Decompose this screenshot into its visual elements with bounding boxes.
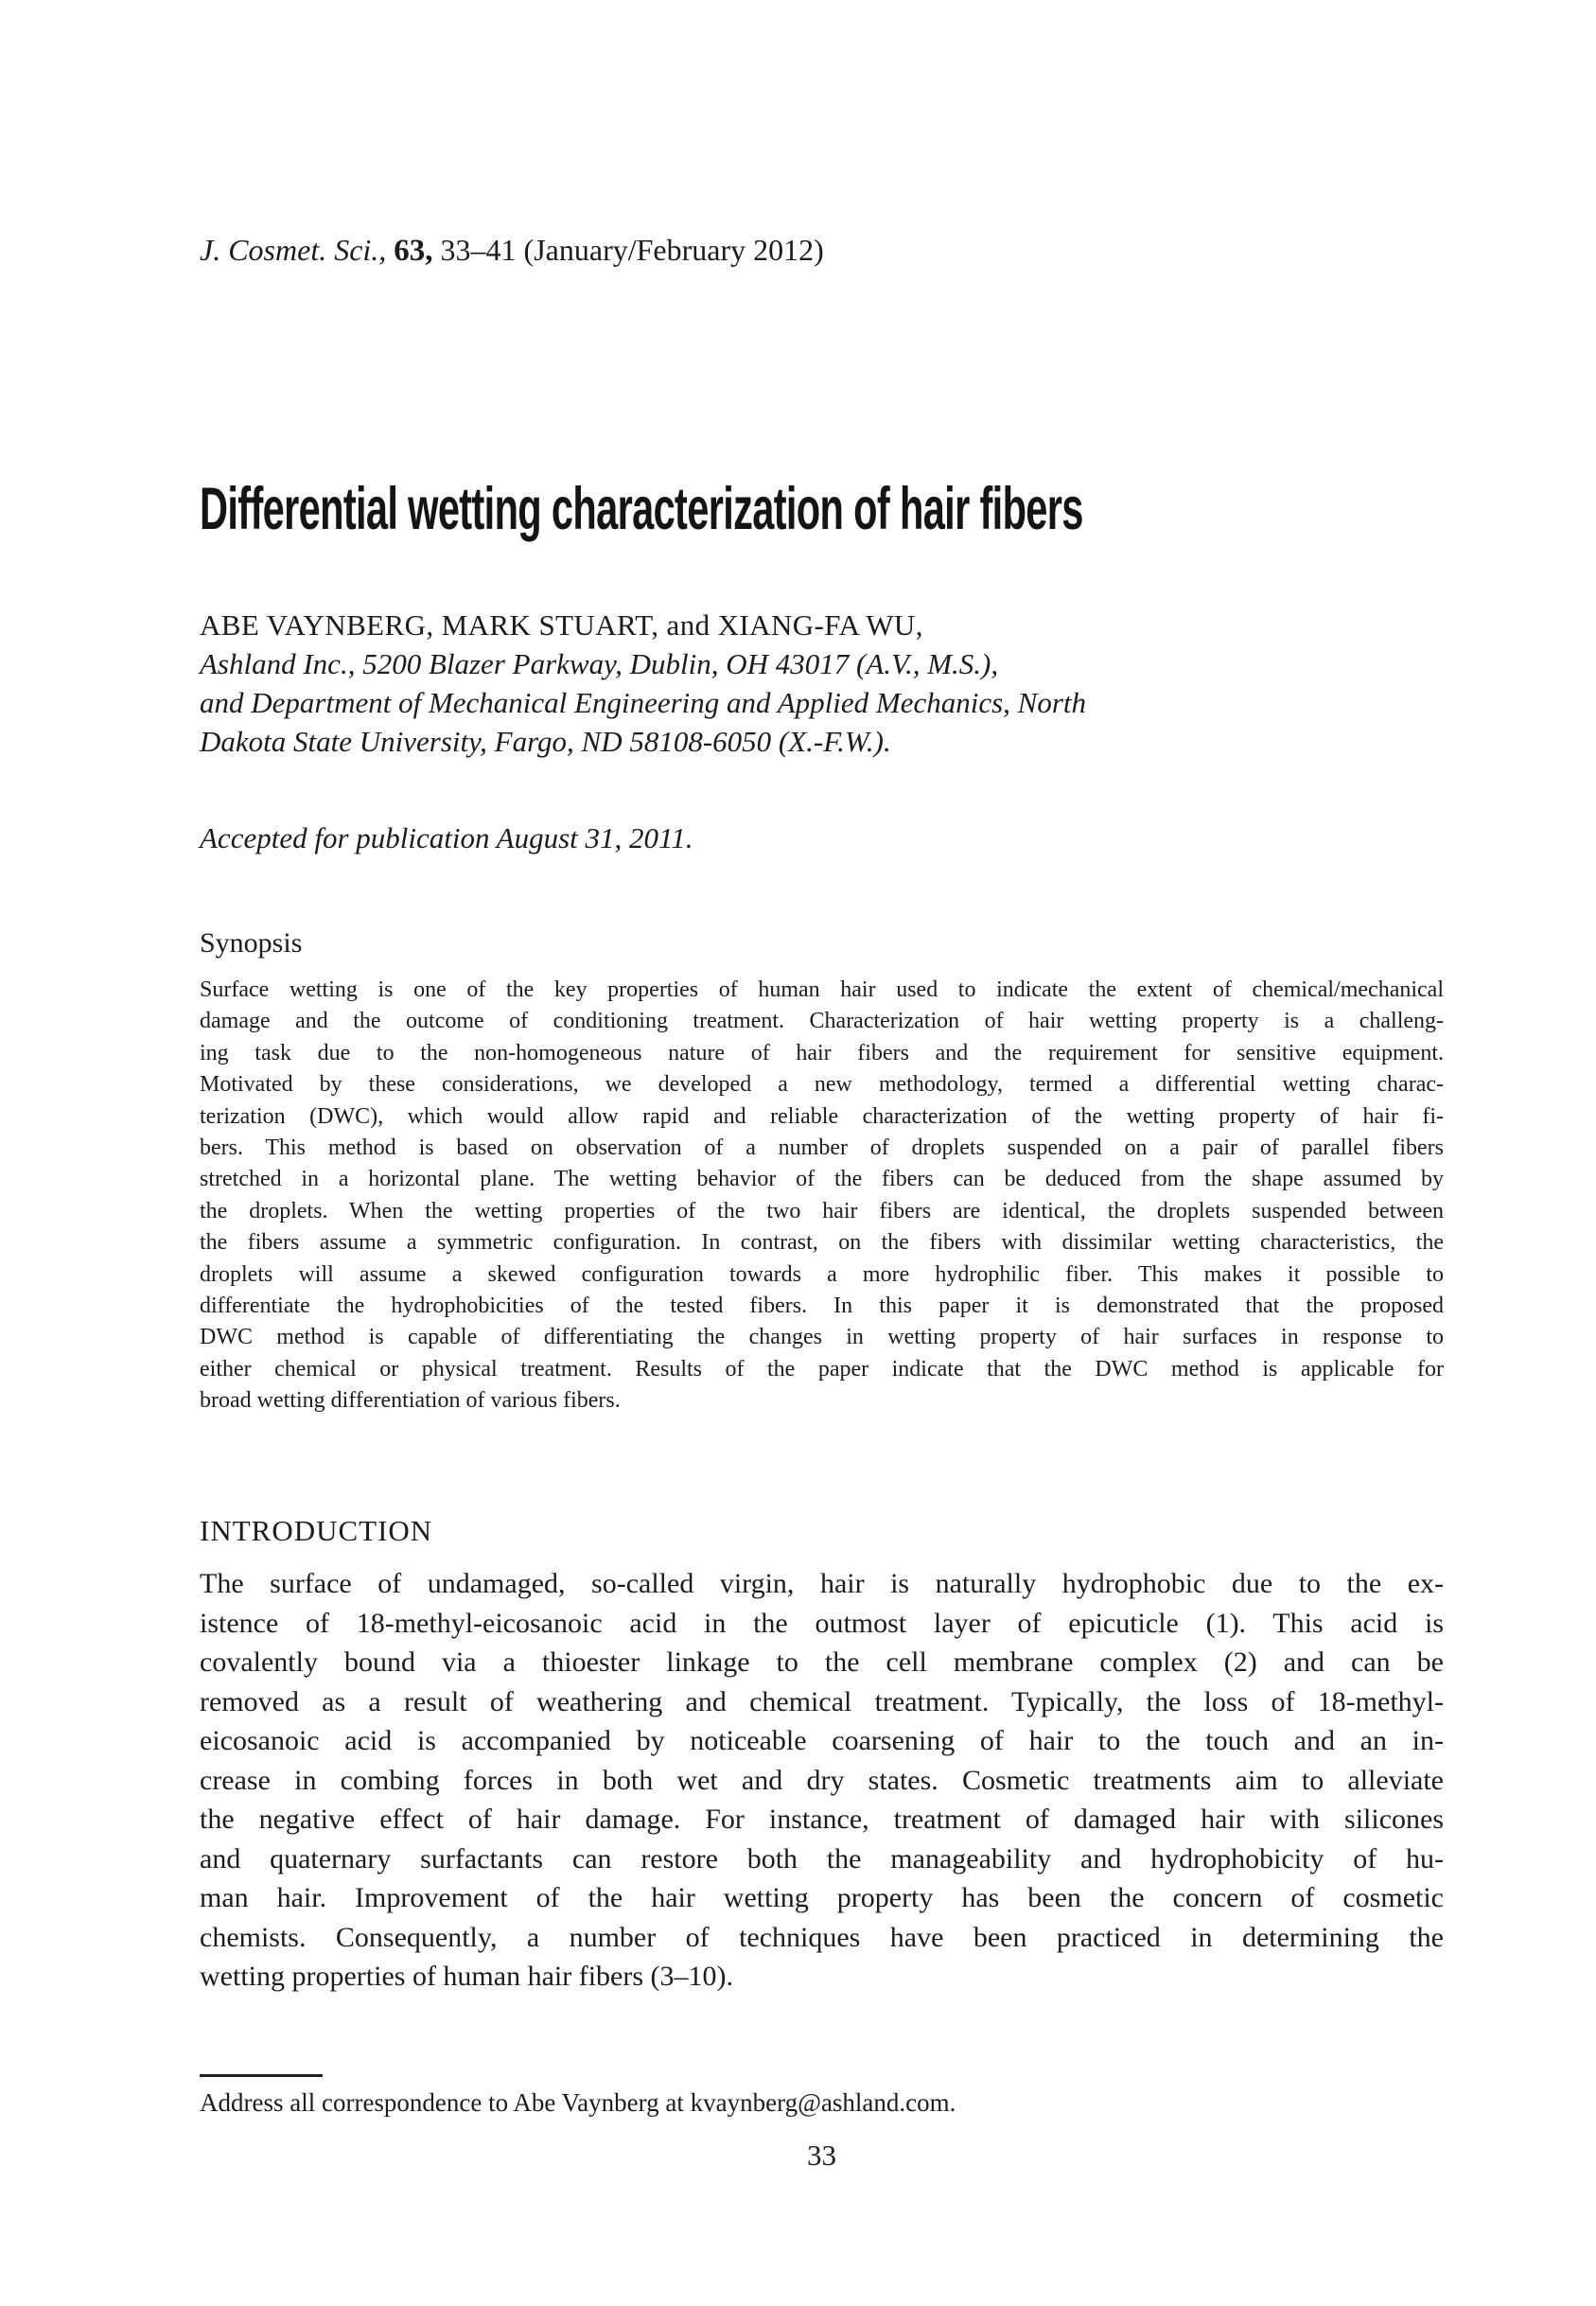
text-line: crease in combing forces in both wet and dry states. Cosmetic treatments aim to alleviate [200,1764,1444,1796]
text-line: eicosanoic acid is accompanied by noticeable coarsening of hair to the touch and an in- [200,1725,1444,1756]
text-line: The surface of undamaged, so-called virgin, hair is naturally hydrophobic due to the ex- [200,1568,1444,1599]
text-line: bers. This method is based on observation of a number of droplets suspended on a pair of parallel fibers [200,1135,1444,1161]
page-number: 33 [807,2139,836,2172]
text-line: terization (DWC), which would allow rapid and reliable characterization of the wetting property of hair fi- [200,1103,1444,1129]
text-line: Surface wetting is one of the key properties of human hair used to indicate the extent of chemical/mechanical [200,977,1444,1002]
accepted-note: Accepted for publication August 31, 2011. [200,821,693,854]
article-title-text: Differential wetting characterization of hair fibers [200,476,1083,542]
text-line: Ashland Inc., 5200 Blazer Parkway, Dublin, OH 43017 (A.V., M.S.), [200,647,999,680]
text-line: broad wetting differentiation of various fibers. [200,1388,621,1414]
text-line: man hair. Improvement of the hair wetting property has been the concern of cosmetic [200,1882,1444,1913]
text-line: the negative effect of hair damage. For instance, treatment of damaged hair with silicones [200,1804,1444,1835]
authors-line: ABE VAYNBERG, MARK STUART, and XIANG-FA WU, [200,608,923,642]
text-line: removed as a result of weathering and chemical treatment. Typically, the loss of 18-methyl- [200,1685,1444,1717]
affiliation-block [200,644,1444,761]
text-line: istence of 18-methyl-eicosanoic acid in the outmost layer of epicuticle (1). This acid is [200,1607,1444,1639]
text-line: stretched in a horizontal plane. The wetting behavior of the fibers can be deduced from the shape assumed by [200,1167,1444,1192]
footnote-separator-rule [200,2074,323,2077]
text-line: the droplets. When the wetting properties of the two hair fibers are identical, the droplets suspended between [200,1198,1444,1223]
text-line: and Department of Mechanical Engineering and Applied Mechanics, North [200,686,1087,719]
text-line: wetting properties of human hair fibers (3–10). [200,1961,734,1992]
journal-name: J. Cosmet. Sci., [200,233,387,267]
synopsis-heading: Synopsis [200,927,303,959]
journal-volume: 63, [394,234,433,268]
text-line: the fibers assume a symmetric configuration. In contrast, on the fibers with dissimilar wetting characteristics, the [200,1230,1444,1256]
text-line: covalently bound via a thioester linkage to the cell membrane complex (2) and can be [200,1646,1444,1678]
article-title [200,478,1444,540]
text-line: either chemical or physical treatment. Results of the paper indicate that the DWC method is applicable for [200,1356,1444,1382]
text-line: differentiate the hydrophobicities of the tested fibers. In this paper it is demonstrated that the proposed [200,1294,1444,1319]
text-line: DWC method is capable of differentiating the changes in wetting property of hair surfaces in response to [200,1325,1444,1350]
text-line: Dakota State University, Fargo, ND 58108-6050 (X.-F.W.). [200,725,891,758]
journal-issue-info: 33–41 (January/February 2012) [440,233,824,267]
text-line: Motivated by these considerations, we developed a new methodology, termed a differential wetting charac- [200,1072,1444,1098]
text-line: chemists. Consequently, a number of techniques have been practiced in determining the [200,1921,1444,1953]
introduction-paragraph [200,1564,1444,1997]
text-line: damage and the outcome of conditioning treatment. Characterization of hair wetting property is a challeng- [200,1009,1444,1034]
text-line: ing task due to the non-homogeneous nature of hair fibers and the requirement for sensitive equipment. [200,1040,1444,1065]
text-line: droplets will assume a skewed configuration towards a more hydrophilic fiber. This makes it possible to [200,1261,1444,1287]
text-line: and quaternary surfactants can restore both the manageability and hydrophobicity of hu- [200,1842,1444,1875]
introduction-heading: INTRODUCTION [200,1514,433,1547]
footnote-correspondence: Address all correspondence to Abe Vaynberg at kvaynberg@ashland.com. [200,2088,956,2117]
synopsis-paragraph [200,975,1444,1417]
journal-reference-line [200,233,1444,268]
